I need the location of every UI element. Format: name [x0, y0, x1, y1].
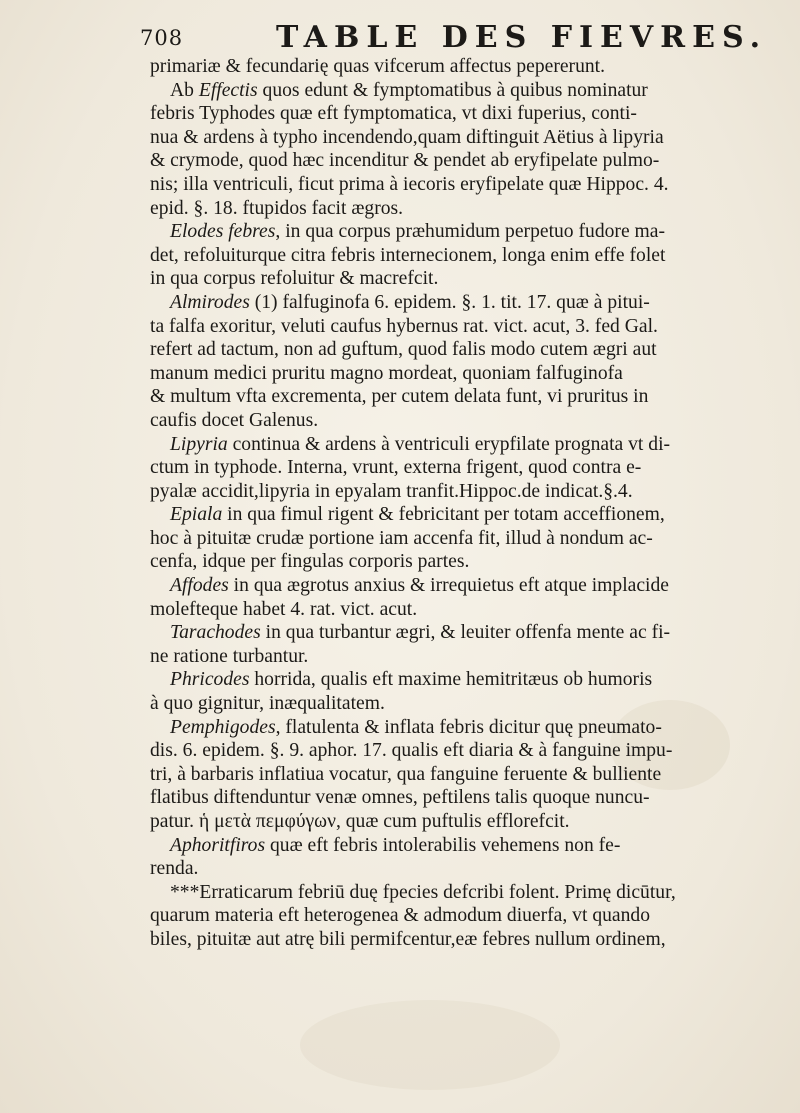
text-run: renda. [150, 858, 199, 880]
text-line [150, 267, 780, 291]
text-run: cenfa, idque per fingulas corporis partes. [150, 551, 470, 573]
text-run: manum medici pruritu magno mordeat, quoniam falfuginofa [150, 362, 623, 384]
term-heading: Effectis [198, 79, 258, 101]
text-run: in qua fimul rigent & febricitant per totam acceffionem, [222, 504, 665, 526]
text-run: tri, à barbaris inflatiua vocatur, qua fanguine feruente & bulliente [150, 763, 662, 785]
text-line [150, 928, 780, 952]
text-line [150, 79, 780, 103]
text-line [150, 338, 780, 362]
text-run: & crymode, quod hæc incenditur & pendet ab eryfipelate pulmo- [150, 150, 660, 172]
text-run: , in qua corpus præhumidum perpetuo fudore ma- [275, 221, 665, 243]
text-line [150, 739, 780, 763]
text-line [150, 668, 780, 692]
text-run: in qua ægrotus anxius & irrequietus eft atque implacide [228, 575, 669, 597]
text-line [150, 527, 780, 551]
text-line [150, 480, 780, 504]
text-run: in qua corpus refoluitur & macrefcit. [150, 268, 439, 290]
text-run: biles, pituitæ aut atrę bili permifcentur,eæ febres nullum ordinem, [150, 928, 666, 950]
text-line [150, 173, 780, 197]
text-run: quos edunt & fymptomatibus à quibus nominatur [257, 79, 648, 101]
text-line [150, 763, 780, 787]
text-line [150, 503, 780, 527]
text-line [150, 126, 780, 150]
text-line [150, 881, 780, 905]
term-heading: Tarachodes [170, 622, 261, 644]
text-run: refert ad tactum, non ad guftum, quod falis modo cutem ægri aut [150, 339, 657, 361]
text-line [150, 315, 780, 339]
body-text [150, 55, 780, 952]
text-run: continua & ardens à ventriculi erypfilate prognata vt di- [227, 433, 671, 455]
text-run: dis. 6. epidem. §. 9. aphor. 17. qualis eft diaria & à fanguine impu- [150, 740, 673, 762]
text-line [150, 244, 780, 268]
text-run: pyalæ accidit,lipyria in epyalam tranfit.Hippoc.de indicat.§.4. [150, 480, 633, 502]
term-heading: Almirodes [170, 291, 250, 313]
page-number: 708 [140, 26, 184, 50]
page-header [140, 20, 780, 60]
text-line [150, 810, 780, 834]
text-line [150, 621, 780, 645]
text-line [150, 362, 780, 386]
text-run: flatibus diftenduntur venæ omnes, peftilens talis quoque nuncu- [150, 787, 650, 809]
text-line [150, 220, 780, 244]
term-heading: Epiala [170, 504, 223, 526]
text-line [150, 904, 780, 928]
term-heading: Elodes febres [170, 221, 276, 243]
text-line [150, 291, 780, 315]
text-line [150, 409, 780, 433]
text-run: Ab [170, 79, 199, 101]
text-run: molefteque habet 4. rat. vict. acut. [150, 598, 418, 620]
text-run: ctum in typhode. Interna, vrunt, externa frigent, quod contra e- [150, 457, 642, 479]
text-run: hoc à pituitæ crudæ portione iam accenfa fit, illud à nondum ac- [150, 527, 653, 549]
text-line [150, 433, 780, 457]
text-run: quæ eft febris intolerabilis vehemens non fe- [265, 834, 621, 856]
text-line [150, 645, 780, 669]
text-run: ne ratione turbantur. [150, 645, 309, 667]
term-heading: Phricodes [170, 669, 250, 691]
text-line [150, 598, 780, 622]
text-line [150, 857, 780, 881]
text-run: ta falfa exoritur, veluti caufus hybernus rat. vict. acut, 3. fed Gal. [150, 315, 658, 337]
text-run: à quo gignitur, inæqualitatem. [150, 693, 385, 715]
text-run: nis; illa ventriculi, ficut prima à iecoris eryfipelate quæ Hippoc. 4. [150, 173, 669, 195]
text-run: ***Erraticarum febriū duę fpecies defcribi folent. Primę dicūtur, [170, 881, 676, 903]
text-run: , flatulenta & inflata febris dicitur quę pneumato- [275, 716, 662, 738]
term-heading: Pemphigodes [170, 716, 276, 738]
text-line [150, 692, 780, 716]
text-run: det, refoluiturque citra febris internecionem, longa enim effe folet [150, 244, 666, 266]
text-line [150, 834, 780, 858]
text-run: caufis docet Galenus. [150, 409, 319, 431]
text-line [150, 149, 780, 173]
text-line [150, 385, 780, 409]
term-heading: Aphoritfiros [170, 834, 266, 856]
text-run: febris Typhodes quæ eft fymptomatica, vt dixi fuperius, conti- [150, 103, 637, 125]
text-run: horrida, qualis eft maxime hemitritæus ob humoris [249, 669, 653, 691]
text-line [150, 786, 780, 810]
text-line [150, 550, 780, 574]
text-line [150, 102, 780, 126]
text-line [150, 574, 780, 598]
text-run: in qua turbantur ægri, & leuiter offenfa mente ac fi- [260, 622, 671, 644]
text-line [150, 716, 780, 740]
paper-stain [300, 1000, 560, 1090]
text-run: (1) falfuginofa 6. epidem. §. 1. tit. 17. quæ à pitui- [249, 291, 650, 313]
text-run: epid. §. 18. ftupidos facit ægros. [150, 197, 404, 219]
text-line [150, 55, 780, 79]
term-heading: Lipyria [170, 433, 228, 455]
term-heading: Affodes [170, 575, 229, 597]
text-run: & multum vfta excrementa, per cutem delata funt, vi pruritus in [150, 386, 649, 408]
text-run: nua & ardens à typho incendendo,quam diftinguit Aëtius à lipyria [150, 126, 664, 148]
text-line [150, 197, 780, 221]
text-run: primariæ & fecundarię quas vifcerum affectus pepererunt. [150, 56, 605, 77]
running-title: TABLE DES FIEVRES. [276, 20, 768, 55]
text-line [150, 456, 780, 480]
text-run: patur. ἡ μετὰ πεμφύγων, quæ cum puftulis efflorefcit. [150, 811, 570, 832]
text-run: quarum materia eft heterogenea & admodum diuerfa, vt quando [150, 905, 650, 927]
